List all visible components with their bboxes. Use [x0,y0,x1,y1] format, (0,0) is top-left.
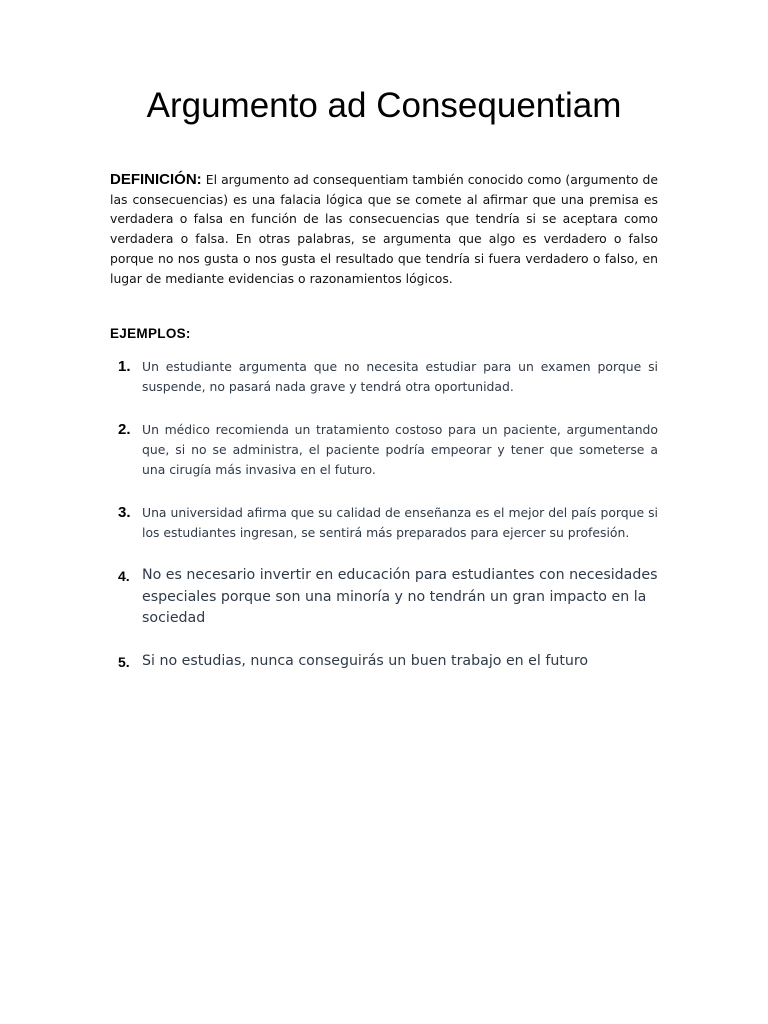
example-text: Una universidad afirma que su calidad de enseñanza es el mejor del país porque si los estudiantes ingresan, se sentirá más preparados para ejercer su profesión. [142,505,658,540]
example-text: Un estudiante argumenta que no necesita estudiar para un examen porque si suspende, no pasará nada grave y tendrá otra oportunidad. [142,359,658,394]
example-item-2 [110,420,658,480]
definition-paragraph [110,170,658,288]
example-number: 4. [118,568,130,584]
example-item-3 [110,503,658,543]
definition-text: El argumento ad consequentiam también conocido como (argumento de las consecuencias) es una falacia lógica que se comete al afirmar que una premisa es verdadera o falsa en función de las consecuencias que tendría si se aceptara como verdadera o falsa. En otras palabras, se argumenta que algo es verdadero o falso porque no nos gusta o nos gusta el resultado que tendría si fuera verdadero o falso, en lugar de mediante evidencias o razonamientos lógicos. [110,172,658,286]
definition-label: DEFINICIÓN: [110,171,202,188]
example-text: No es necesario invertir en educación para estudiantes con necesidades especiales porque son una minoría y no tendrán un gran impacto en la sociedad [142,567,658,626]
example-text: Un médico recomienda un tratamiento costoso para un paciente, argumentando que, si no se administra, el paciente podría empeorar y tener que someterse a una cirugía más invasiva en el futuro. [142,422,658,477]
example-text: Si no estudias, nunca conseguirás un buen trabajo en el futuro [142,653,589,669]
example-item-5 [110,651,658,673]
example-item-4 [110,565,658,630]
page-title: Argumento ad Consequentiam [146,86,622,125]
examples-heading: EJEMPLOS: [110,326,191,341]
example-number: 3. [118,504,131,521]
example-number: 2. [118,421,131,438]
example-number: 5. [118,654,130,670]
example-item-1 [110,357,658,397]
example-number: 1. [118,358,131,375]
